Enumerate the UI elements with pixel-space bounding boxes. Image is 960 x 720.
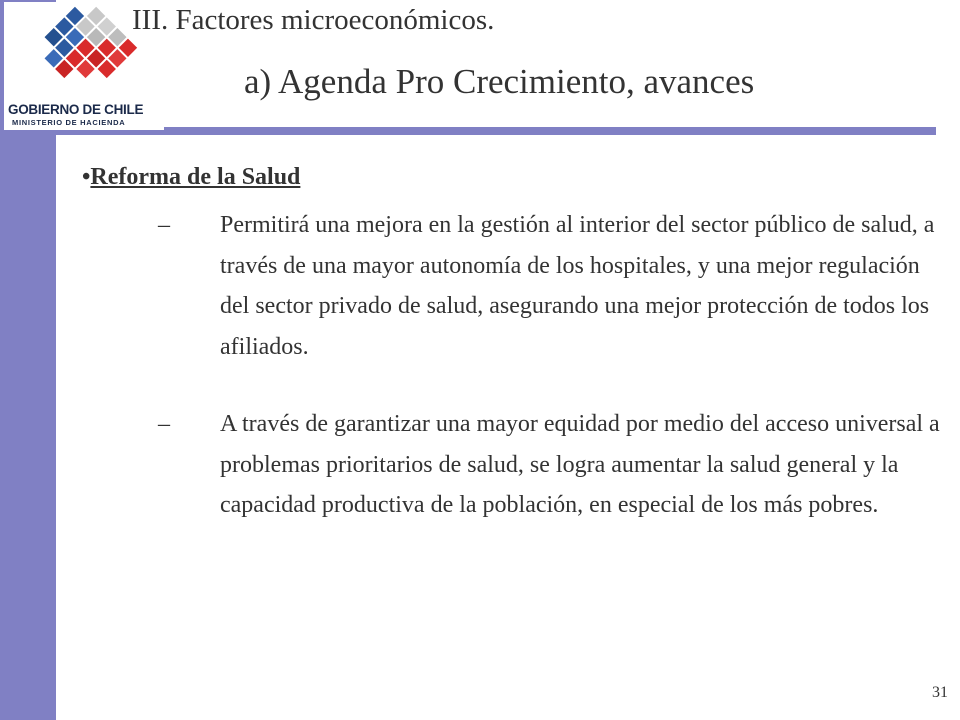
page-number: 31 (932, 684, 948, 701)
heading-text: Reforma de la Salud (90, 164, 301, 190)
bullet-heading (82, 164, 300, 191)
sub-item-text: A través de garantizar una mayor equidad por medio del acceso universal a problemas prioritarios de salud, se logra aumentar la salud general y la capacidad productiva de la población, en especial de los más pobres. (220, 411, 940, 518)
slide-title: a) Agenda Pro Crecimiento, avances (244, 62, 755, 101)
dash-marker: – (158, 411, 170, 437)
logo-subtitle: MINISTERIO DE HACIENDA (12, 118, 126, 127)
bullet-marker: • (82, 164, 91, 190)
section-title: III. Factores microeconómicos. (132, 4, 495, 36)
logo-mosaic-icon (22, 2, 142, 102)
logo-name: GOBIERNO DE CHILE (8, 102, 144, 117)
dash-marker: – (158, 212, 170, 238)
title-divider (32, 127, 936, 135)
sub-item-text: Permitirá una mejora en la gestión al interior del sector público de salud, a través de una mayor autonomía de los hospitales, y una mejor regulación del sector privado de salud, asegurando una mejor protección de todos los afiliados. (220, 212, 935, 360)
